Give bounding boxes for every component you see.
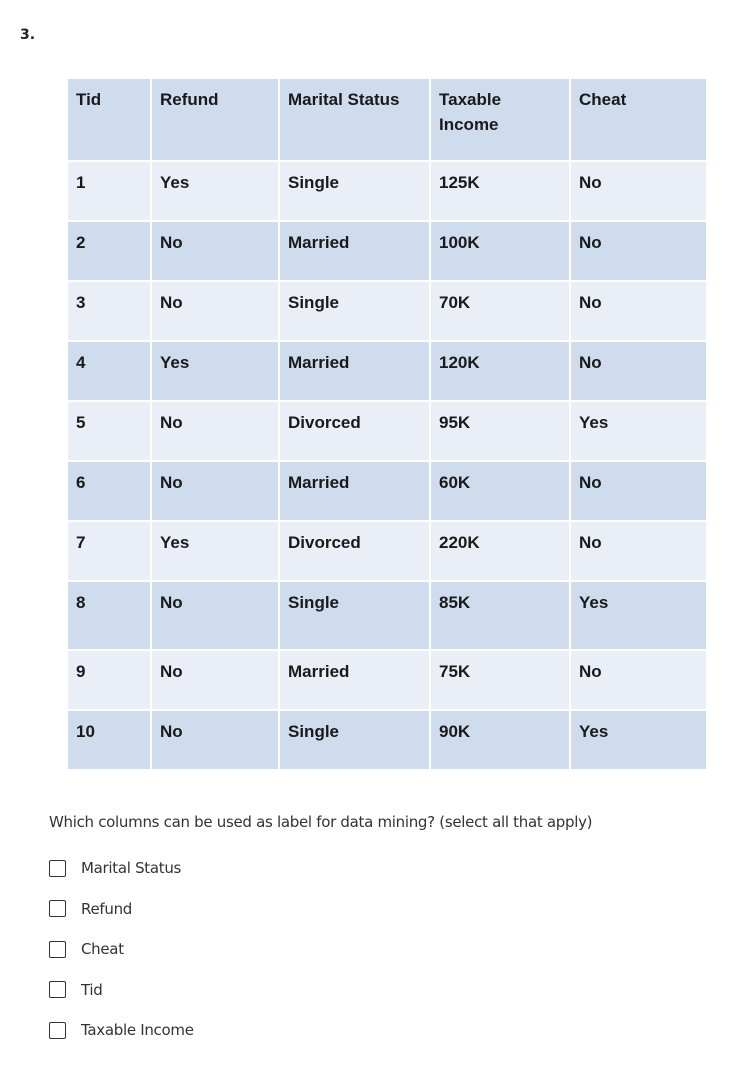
column-header-taxable-income-line1: Taxable — [439, 90, 502, 109]
cell-tid: 8 — [68, 581, 151, 650]
cell-marital-status: Married — [279, 341, 430, 401]
option-refund[interactable] — [49, 898, 194, 920]
option-label: Cheat — [81, 940, 124, 958]
cell-cheat: No — [570, 281, 706, 341]
cell-marital-status: Single — [279, 581, 430, 650]
table-row — [68, 581, 706, 650]
cell-marital-status: Single — [279, 281, 430, 341]
cell-marital-status: Single — [279, 710, 430, 769]
table-row — [68, 710, 706, 769]
cell-tid: 9 — [68, 650, 151, 710]
cell-refund: Yes — [151, 521, 279, 581]
cell-tid: 6 — [68, 461, 151, 521]
cell-taxable-income: 95K — [430, 401, 570, 461]
cell-tid: 7 — [68, 521, 151, 581]
cell-cheat: Yes — [570, 710, 706, 769]
question-number: 3. — [20, 27, 36, 43]
checkbox[interactable] — [49, 1022, 66, 1039]
table-row — [68, 521, 706, 581]
cell-tid: 3 — [68, 281, 151, 341]
cell-taxable-income: 125K — [430, 161, 570, 221]
column-header-taxable-income — [430, 79, 570, 161]
cell-tid: 4 — [68, 341, 151, 401]
option-label: Taxable Income — [81, 1021, 194, 1039]
cell-taxable-income: 90K — [430, 710, 570, 769]
checkbox[interactable] — [49, 860, 66, 877]
cell-tid: 1 — [68, 161, 151, 221]
question-prompt: Which columns can be used as label for data mining? (select all that apply) — [49, 813, 593, 831]
cell-cheat: No — [570, 161, 706, 221]
table-row — [68, 281, 706, 341]
cell-marital-status: Married — [279, 650, 430, 710]
cell-refund: Yes — [151, 161, 279, 221]
option-label: Refund — [81, 899, 132, 918]
cell-taxable-income: 75K — [430, 650, 570, 710]
option-label: Tid — [81, 980, 103, 999]
column-header-cheat: Cheat — [570, 79, 706, 161]
table-row — [68, 461, 706, 521]
answer-options — [49, 857, 194, 1060]
cell-taxable-income: 70K — [430, 281, 570, 341]
column-header-tid: Tid — [76, 90, 102, 109]
checkbox[interactable] — [49, 900, 66, 917]
column-header-refund: Refund — [151, 79, 279, 161]
cell-cheat: No — [570, 461, 706, 521]
cell-refund: No — [151, 461, 279, 521]
table-row — [68, 221, 706, 281]
cell-marital-status: Divorced — [279, 401, 430, 461]
cell-taxable-income: 120K — [430, 341, 570, 401]
cell-marital-status: Married — [279, 461, 430, 521]
cell-cheat: No — [570, 221, 706, 281]
table-header-row — [68, 79, 706, 161]
cell-taxable-income: 220K — [430, 521, 570, 581]
cell-refund: Yes — [151, 341, 279, 401]
cell-cheat: Yes — [570, 401, 706, 461]
cell-tid: 2 — [68, 221, 151, 281]
cell-marital-status: Single — [279, 161, 430, 221]
cell-marital-status: Divorced — [279, 521, 430, 581]
cell-cheat: Yes — [570, 581, 706, 650]
option-taxable-income[interactable] — [49, 1019, 194, 1041]
cell-taxable-income: 100K — [430, 221, 570, 281]
cell-refund: No — [151, 401, 279, 461]
cell-refund: No — [151, 581, 279, 650]
cell-cheat: No — [570, 521, 706, 581]
table-row — [68, 650, 706, 710]
cell-refund: No — [151, 221, 279, 281]
cell-tid: 5 — [68, 401, 151, 461]
cell-marital-status: Married — [279, 221, 430, 281]
option-marital-status[interactable] — [49, 857, 194, 879]
checkbox[interactable] — [49, 981, 66, 998]
column-header-marital-status: Marital Status — [279, 79, 430, 161]
table-row — [68, 341, 706, 401]
option-cheat[interactable] — [49, 938, 194, 960]
cell-cheat: No — [570, 341, 706, 401]
cell-taxable-income: 85K — [430, 581, 570, 650]
cell-taxable-income: 60K — [430, 461, 570, 521]
checkbox[interactable] — [49, 941, 66, 958]
option-label: Marital Status — [81, 859, 182, 877]
table-row — [68, 161, 706, 221]
cell-tid: 10 — [68, 710, 151, 769]
cell-cheat: No — [570, 650, 706, 710]
cell-refund: No — [151, 281, 279, 341]
cell-refund: No — [151, 710, 279, 769]
column-header-taxable-income-line2: Income — [439, 115, 499, 134]
data-table — [68, 79, 706, 769]
option-tid[interactable] — [49, 979, 194, 1001]
cell-refund: No — [151, 650, 279, 710]
table-row — [68, 401, 706, 461]
